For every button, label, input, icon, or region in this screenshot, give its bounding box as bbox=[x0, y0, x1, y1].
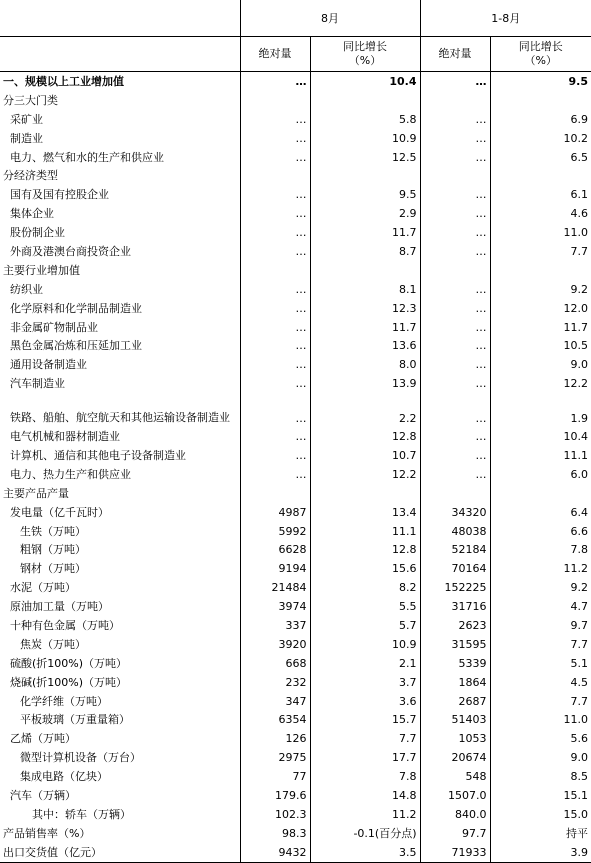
table-row bbox=[0, 129, 591, 148]
ytd-absolute-cell: 152225 bbox=[420, 578, 490, 597]
row-name-cell: 水泥（万吨） bbox=[10, 581, 76, 595]
row-name-cell: 产品销售率（%） bbox=[3, 826, 91, 840]
table-row bbox=[0, 729, 591, 748]
row-name-cell: 集体企业 bbox=[10, 207, 54, 221]
month-absolute-cell bbox=[240, 166, 310, 185]
ytd-absolute-cell: … bbox=[420, 223, 490, 242]
table-row bbox=[0, 318, 591, 337]
month-absolute-cell: … bbox=[240, 336, 310, 355]
ytd-absolute-cell: … bbox=[420, 148, 490, 167]
ytd-growth-cell: 10.4 bbox=[490, 427, 591, 446]
ytd-absolute-cell: 70164 bbox=[420, 559, 490, 578]
ytd-growth-cell: 9.5 bbox=[490, 72, 591, 91]
table-row bbox=[0, 692, 591, 711]
ytd-growth-cell: 12.0 bbox=[490, 299, 591, 318]
table-row bbox=[0, 223, 591, 242]
month-absolute-cell: 5992 bbox=[240, 522, 310, 541]
month-absolute-cell: 232 bbox=[240, 673, 310, 692]
ytd-absolute-cell: 2623 bbox=[420, 616, 490, 635]
row-name-cell: 硫酸(折100%)（万吨） bbox=[10, 656, 128, 670]
table-row bbox=[0, 374, 591, 393]
table-row bbox=[0, 786, 591, 805]
table-row bbox=[0, 503, 591, 522]
month-growth-cell: 13.6 bbox=[310, 336, 420, 355]
ytd-growth-cell: 7.7 bbox=[490, 692, 591, 711]
month-growth-cell: 8.2 bbox=[310, 578, 420, 597]
month-growth-cell: 12.3 bbox=[310, 299, 420, 318]
table-row bbox=[0, 185, 591, 204]
row-name-cell: 生铁（万吨） bbox=[20, 524, 86, 538]
month-growth-cell: 12.8 bbox=[310, 427, 420, 446]
month-absolute-cell: … bbox=[240, 355, 310, 374]
ytd-growth-cell bbox=[490, 484, 591, 503]
table-row bbox=[0, 484, 591, 503]
ytd-absolute-cell: … bbox=[420, 336, 490, 355]
table-row bbox=[0, 91, 591, 110]
ytd-growth-cell: 7.8 bbox=[490, 540, 591, 559]
row-name-cell: 化学原料和化学制品制造业 bbox=[10, 301, 142, 315]
month-absolute-cell: … bbox=[240, 110, 310, 129]
month-absolute-cell: 4987 bbox=[240, 503, 310, 522]
ytd-growth-cell: 11.2 bbox=[490, 559, 591, 578]
ytd-absolute-cell: 5339 bbox=[420, 654, 490, 673]
ytd-absolute-cell: 2687 bbox=[420, 692, 490, 711]
month-growth-cell: 15.7 bbox=[310, 711, 420, 730]
header-growth-ytd bbox=[490, 37, 591, 72]
row-name-cell: 股份制企业 bbox=[10, 226, 65, 240]
table-row bbox=[0, 204, 591, 223]
row-name-cell: 分三大门类 bbox=[3, 93, 58, 107]
month-absolute-cell bbox=[240, 484, 310, 503]
month-absolute-cell: … bbox=[240, 318, 310, 337]
month-growth-cell: 2.9 bbox=[310, 204, 420, 223]
ytd-growth-cell: 4.6 bbox=[490, 204, 591, 223]
month-absolute-cell: … bbox=[240, 465, 310, 484]
month-growth-cell: 12.8 bbox=[310, 540, 420, 559]
ytd-absolute-cell: 52184 bbox=[420, 540, 490, 559]
ytd-absolute-cell: … bbox=[420, 242, 490, 261]
month-absolute-cell bbox=[240, 91, 310, 110]
month-growth-cell: 3.7 bbox=[310, 673, 420, 692]
row-name-cell: 制造业 bbox=[10, 131, 43, 145]
month-growth-cell: 5.5 bbox=[310, 597, 420, 616]
table-row bbox=[0, 673, 591, 692]
month-growth-cell: 5.8 bbox=[310, 110, 420, 129]
row-name-cell: 主要行业增加值 bbox=[3, 263, 80, 277]
ytd-absolute-cell: 71933 bbox=[420, 843, 490, 862]
month-growth-cell: 14.8 bbox=[310, 786, 420, 805]
ytd-absolute-cell bbox=[420, 261, 490, 280]
header-absolute-month: 绝对量 bbox=[240, 37, 310, 72]
month-growth-cell: 17.7 bbox=[310, 748, 420, 767]
row-name-cell: 电气机械和器材制造业 bbox=[10, 430, 120, 444]
row-name-cell: 一、规模以上工业增加值 bbox=[3, 74, 124, 88]
month-growth-cell bbox=[310, 91, 420, 110]
month-absolute-cell: 102.3 bbox=[240, 805, 310, 824]
row-name-cell: 铁路、船舶、航空航天和其他运输设备制造业 bbox=[10, 411, 230, 425]
ytd-growth-cell: 11.7 bbox=[490, 318, 591, 337]
ytd-growth-cell: 1.9 bbox=[490, 393, 591, 427]
header-absolute-ytd: 绝对量 bbox=[420, 37, 490, 72]
ytd-growth-cell: 6.1 bbox=[490, 185, 591, 204]
ytd-absolute-cell bbox=[420, 484, 490, 503]
month-growth-cell: 3.6 bbox=[310, 692, 420, 711]
ytd-growth-cell bbox=[490, 166, 591, 185]
ytd-growth-cell: 6.9 bbox=[490, 110, 591, 129]
table-row bbox=[0, 635, 591, 654]
month-absolute-cell: 6354 bbox=[240, 711, 310, 730]
ytd-absolute-cell: 51403 bbox=[420, 711, 490, 730]
month-absolute-cell: 179.6 bbox=[240, 786, 310, 805]
ytd-growth-cell: 10.2 bbox=[490, 129, 591, 148]
month-growth-cell: 3.5 bbox=[310, 843, 420, 862]
month-growth-cell: 2.2 bbox=[310, 393, 420, 427]
month-growth-cell: 13.4 bbox=[310, 503, 420, 522]
ytd-absolute-cell: … bbox=[420, 393, 490, 427]
month-growth-cell: 8.1 bbox=[310, 280, 420, 299]
table-row bbox=[0, 242, 591, 261]
ytd-growth-cell: 11.0 bbox=[490, 223, 591, 242]
table-row bbox=[0, 72, 591, 91]
ytd-growth-cell: 9.7 bbox=[490, 616, 591, 635]
month-growth-cell: 13.9 bbox=[310, 374, 420, 393]
ytd-growth-cell: 6.5 bbox=[490, 148, 591, 167]
ytd-absolute-cell: 1053 bbox=[420, 729, 490, 748]
month-absolute-cell: 77 bbox=[240, 767, 310, 786]
month-absolute-cell: … bbox=[240, 223, 310, 242]
header-growth-unit: （%） bbox=[348, 54, 382, 67]
ytd-growth-cell bbox=[490, 91, 591, 110]
ytd-absolute-cell: … bbox=[420, 299, 490, 318]
month-growth-cell: -0.1(百分点) bbox=[310, 824, 420, 843]
ytd-growth-cell: 持平 bbox=[490, 824, 591, 843]
month-growth-cell: 15.6 bbox=[310, 559, 420, 578]
ytd-absolute-cell: … bbox=[420, 185, 490, 204]
ytd-absolute-cell bbox=[420, 91, 490, 110]
month-absolute-cell: … bbox=[240, 280, 310, 299]
table-row bbox=[0, 355, 591, 374]
month-absolute-cell: … bbox=[240, 427, 310, 446]
month-growth-cell: 2.1 bbox=[310, 654, 420, 673]
row-name-cell: 主要产品产量 bbox=[3, 486, 69, 500]
table-row bbox=[0, 654, 591, 673]
ytd-growth-cell: 6.0 bbox=[490, 465, 591, 484]
row-name-cell: 出口交货值（亿元） bbox=[0, 843, 240, 862]
table-row bbox=[0, 540, 591, 559]
table-row bbox=[0, 166, 591, 185]
ytd-absolute-cell: … bbox=[420, 72, 490, 91]
row-name-cell: 原油加工量（万吨） bbox=[10, 600, 109, 614]
ytd-growth-cell: 9.2 bbox=[490, 280, 591, 299]
month-absolute-cell: 6628 bbox=[240, 540, 310, 559]
table-row bbox=[0, 805, 591, 824]
month-growth-cell: 7.8 bbox=[310, 767, 420, 786]
header-growth-unit: （%） bbox=[524, 54, 557, 67]
header-blank-cell-2 bbox=[0, 37, 240, 72]
header-period-ytd: 1-8月 bbox=[420, 0, 591, 37]
month-absolute-cell: 21484 bbox=[240, 578, 310, 597]
ytd-absolute-cell: 840.0 bbox=[420, 805, 490, 824]
ytd-growth-cell: 11.0 bbox=[490, 711, 591, 730]
month-absolute-cell: … bbox=[240, 393, 310, 427]
table-row bbox=[0, 559, 591, 578]
row-name-cell: 乙烯（万吨） bbox=[10, 732, 76, 746]
table-row bbox=[0, 110, 591, 129]
month-absolute-cell: 126 bbox=[240, 729, 310, 748]
row-name-cell: 烧碱(折100%)（万吨） bbox=[10, 675, 128, 689]
table-row bbox=[0, 824, 591, 843]
table-row bbox=[0, 767, 591, 786]
month-growth-cell: 10.7 bbox=[310, 446, 420, 465]
month-growth-cell: 5.7 bbox=[310, 616, 420, 635]
ytd-growth-cell: 6.4 bbox=[490, 503, 591, 522]
ytd-absolute-cell bbox=[420, 166, 490, 185]
row-name-cell: 其中：轿车（万辆） bbox=[32, 807, 131, 821]
ytd-absolute-cell: … bbox=[420, 374, 490, 393]
month-absolute-cell: … bbox=[240, 374, 310, 393]
ytd-absolute-cell: 48038 bbox=[420, 522, 490, 541]
month-absolute-cell: … bbox=[240, 185, 310, 204]
table-row bbox=[0, 148, 591, 167]
row-name-cell: 钢材（万吨） bbox=[20, 562, 86, 576]
row-name-cell: 非金属矿物制品业 bbox=[10, 320, 98, 334]
ytd-growth-cell: 7.7 bbox=[490, 635, 591, 654]
table-row bbox=[0, 427, 591, 446]
ytd-growth-cell: 5.6 bbox=[490, 729, 591, 748]
row-name-cell: 通用设备制造业 bbox=[10, 358, 87, 372]
month-absolute-cell bbox=[240, 261, 310, 280]
table-header bbox=[0, 0, 591, 72]
ytd-absolute-cell: … bbox=[420, 465, 490, 484]
ytd-absolute-cell: 548 bbox=[420, 767, 490, 786]
ytd-absolute-cell: … bbox=[420, 355, 490, 374]
table-row bbox=[0, 261, 591, 280]
ytd-absolute-cell: 31716 bbox=[420, 597, 490, 616]
month-absolute-cell: 3920 bbox=[240, 635, 310, 654]
ytd-growth-cell: 12.2 bbox=[490, 374, 591, 393]
row-name-cell: 电力、燃气和水的生产和供应业 bbox=[10, 150, 164, 164]
month-growth-cell: 11.7 bbox=[310, 318, 420, 337]
row-name-cell: 发电量（亿千瓦时） bbox=[10, 505, 109, 519]
month-absolute-cell: 98.3 bbox=[240, 824, 310, 843]
row-name-cell: 国有及国有控股企业 bbox=[10, 188, 109, 202]
ytd-absolute-cell: … bbox=[420, 280, 490, 299]
month-growth-cell: 11.1 bbox=[310, 522, 420, 541]
month-absolute-cell: … bbox=[240, 446, 310, 465]
ytd-absolute-cell: 97.7 bbox=[420, 824, 490, 843]
ytd-growth-cell: 6.6 bbox=[490, 522, 591, 541]
ytd-absolute-cell: … bbox=[420, 129, 490, 148]
ytd-absolute-cell: 1864 bbox=[420, 673, 490, 692]
month-growth-cell: 11.2 bbox=[310, 805, 420, 824]
row-name-cell: 黑色金属冶炼和压延加工业 bbox=[10, 339, 142, 353]
ytd-absolute-cell: … bbox=[420, 204, 490, 223]
month-growth-cell: 8.0 bbox=[310, 355, 420, 374]
row-name-cell: 集成电路（亿块） bbox=[20, 770, 108, 784]
ytd-absolute-cell: 34320 bbox=[420, 503, 490, 522]
header-growth-label: 同比增长 bbox=[518, 40, 563, 53]
ytd-absolute-cell: … bbox=[420, 318, 490, 337]
month-absolute-cell: 337 bbox=[240, 616, 310, 635]
ytd-growth-cell: 7.7 bbox=[490, 242, 591, 261]
ytd-growth-cell: 8.5 bbox=[490, 767, 591, 786]
ytd-growth-cell: 9.0 bbox=[490, 355, 591, 374]
row-name-cell: 汽车制造业 bbox=[10, 377, 65, 391]
table-row bbox=[0, 578, 591, 597]
table-row bbox=[0, 280, 591, 299]
ytd-absolute-cell: … bbox=[420, 427, 490, 446]
month-growth-cell: 10.9 bbox=[310, 635, 420, 654]
month-growth-cell: 11.7 bbox=[310, 223, 420, 242]
month-absolute-cell: … bbox=[240, 204, 310, 223]
month-growth-cell: 12.2 bbox=[310, 465, 420, 484]
row-name-cell: 采矿业 bbox=[10, 112, 43, 126]
month-growth-cell: 10.4 bbox=[310, 72, 420, 91]
row-name-cell: 分经济类型 bbox=[3, 169, 58, 183]
ytd-growth-cell bbox=[490, 261, 591, 280]
row-name-cell: 粗钢（万吨） bbox=[20, 543, 86, 557]
row-name-cell: 微型计算机设备（万台） bbox=[20, 751, 141, 765]
header-blank-cell bbox=[0, 0, 240, 37]
table-row bbox=[0, 748, 591, 767]
table-row bbox=[0, 597, 591, 616]
row-name-cell: 十种有色金属（万吨） bbox=[10, 618, 120, 632]
month-growth-cell bbox=[310, 166, 420, 185]
month-growth-cell bbox=[310, 484, 420, 503]
month-absolute-cell: … bbox=[240, 242, 310, 261]
ytd-growth-cell: 9.0 bbox=[490, 748, 591, 767]
ytd-growth-cell: 15.1 bbox=[490, 786, 591, 805]
ytd-growth-cell: 5.1 bbox=[490, 654, 591, 673]
table-row bbox=[0, 843, 591, 862]
ytd-absolute-cell: 1507.0 bbox=[420, 786, 490, 805]
row-name-cell: 化学纤维（万吨） bbox=[20, 694, 108, 708]
month-absolute-cell: … bbox=[240, 72, 310, 91]
ytd-absolute-cell: … bbox=[420, 110, 490, 129]
header-growth-month bbox=[310, 37, 420, 72]
ytd-growth-cell: 4.7 bbox=[490, 597, 591, 616]
ytd-growth-cell: 10.5 bbox=[490, 336, 591, 355]
ytd-growth-cell: 3.9 bbox=[490, 843, 591, 862]
table-row bbox=[0, 393, 591, 427]
month-absolute-cell: 2975 bbox=[240, 748, 310, 767]
month-absolute-cell: 668 bbox=[240, 654, 310, 673]
month-growth-cell: 7.7 bbox=[310, 729, 420, 748]
month-growth-cell bbox=[310, 261, 420, 280]
month-absolute-cell: 9432 bbox=[240, 843, 310, 862]
ytd-growth-cell: 4.5 bbox=[490, 673, 591, 692]
row-name-cell: 焦炭（万吨） bbox=[20, 637, 86, 651]
table-row bbox=[0, 711, 591, 730]
month-growth-cell: 9.5 bbox=[310, 185, 420, 204]
row-name-cell: 外商及港澳台商投资企业 bbox=[10, 244, 131, 258]
ytd-absolute-cell: … bbox=[420, 446, 490, 465]
row-name-cell: 计算机、通信和其他电子设备制造业 bbox=[10, 448, 186, 462]
ytd-growth-cell: 15.0 bbox=[490, 805, 591, 824]
table-row bbox=[0, 336, 591, 355]
header-period-month: 8月 bbox=[240, 0, 420, 37]
table-row bbox=[0, 299, 591, 318]
table-row bbox=[0, 465, 591, 484]
month-absolute-cell: 347 bbox=[240, 692, 310, 711]
header-growth-label: 同比增长 bbox=[343, 40, 387, 53]
ytd-absolute-cell: 31595 bbox=[420, 635, 490, 654]
ytd-growth-cell: 9.2 bbox=[490, 578, 591, 597]
table-row bbox=[0, 522, 591, 541]
row-name-cell: 纺织业 bbox=[10, 282, 43, 296]
row-name-cell: 平板玻璃（万重量箱） bbox=[20, 713, 130, 727]
month-growth-cell: 12.5 bbox=[310, 148, 420, 167]
month-absolute-cell: 3974 bbox=[240, 597, 310, 616]
row-name-cell: 电力、热力生产和供应业 bbox=[10, 467, 131, 481]
table-body bbox=[0, 72, 591, 863]
ytd-absolute-cell: 20674 bbox=[420, 748, 490, 767]
month-absolute-cell: … bbox=[240, 299, 310, 318]
table-row bbox=[0, 446, 591, 465]
table-row bbox=[0, 616, 591, 635]
month-absolute-cell: … bbox=[240, 148, 310, 167]
ytd-growth-cell: 11.1 bbox=[490, 446, 591, 465]
month-growth-cell: 8.7 bbox=[310, 242, 420, 261]
month-absolute-cell: 9194 bbox=[240, 559, 310, 578]
row-name-cell: 汽车（万辆） bbox=[10, 789, 76, 802]
month-growth-cell: 10.9 bbox=[310, 129, 420, 148]
month-absolute-cell: … bbox=[240, 129, 310, 148]
